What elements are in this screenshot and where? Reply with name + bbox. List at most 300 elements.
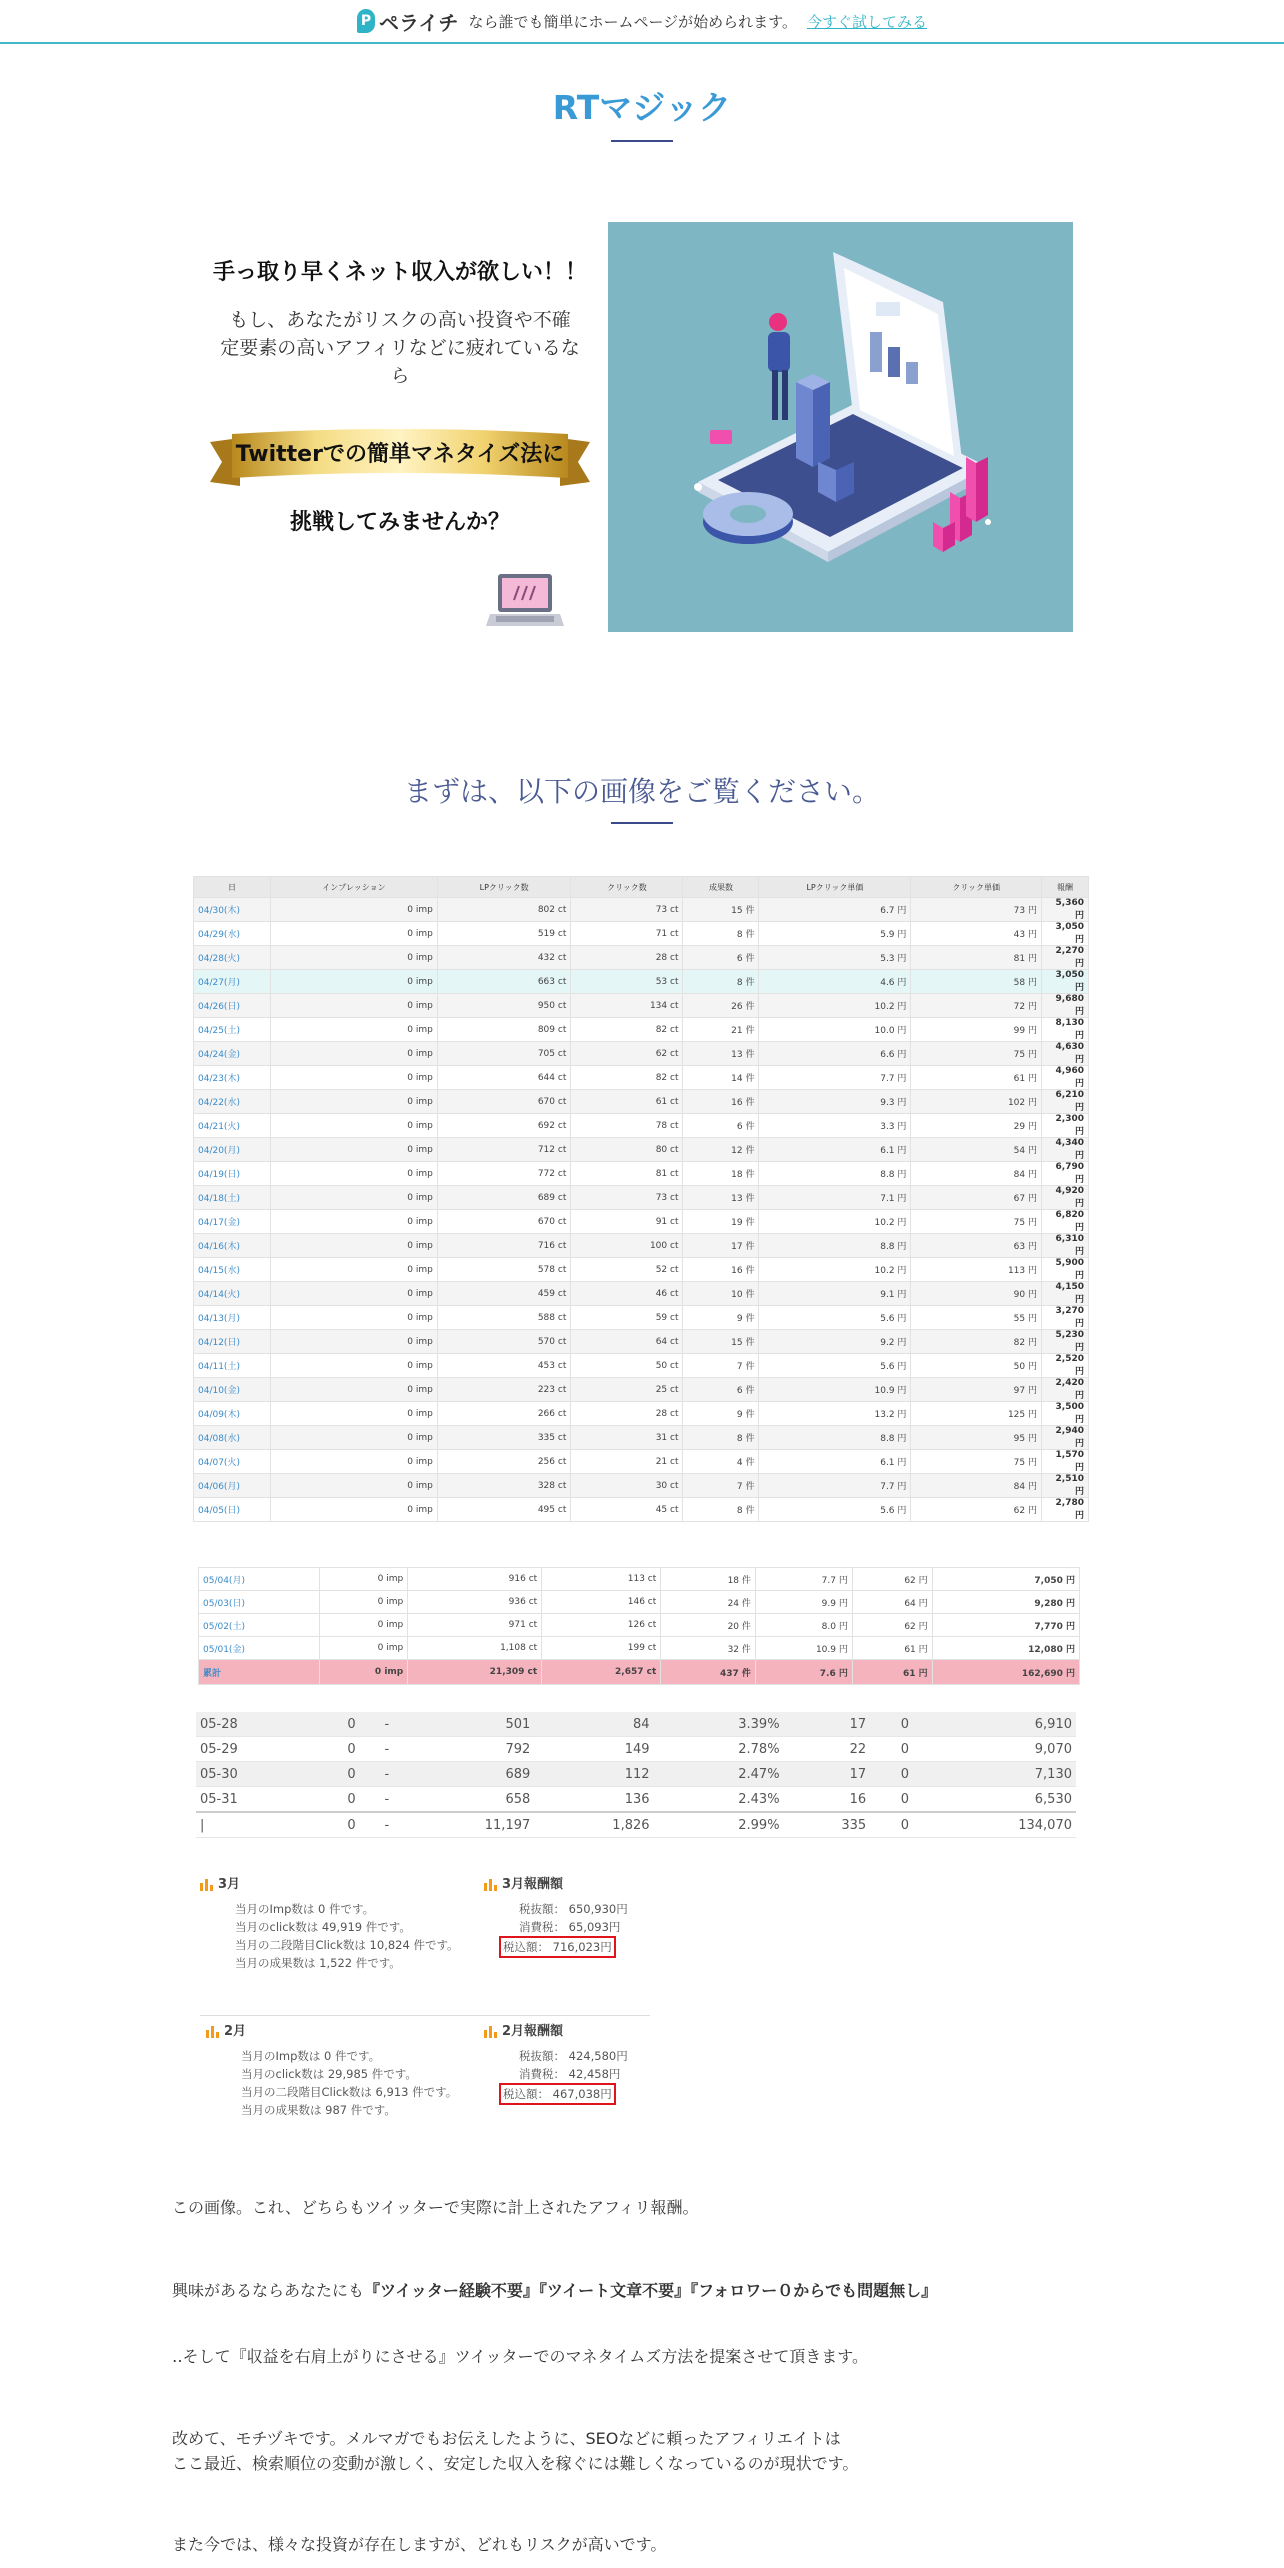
p2-prefix: 興味があるならあなたにも	[172, 2281, 365, 2300]
table-cell: 916 ct	[408, 1568, 542, 1591]
table-cell: 716 ct	[437, 1234, 571, 1258]
table-cell: 0	[317, 1712, 360, 1737]
table-cell: 335 ct	[437, 1426, 571, 1450]
table-cell: 12,080 円	[932, 1637, 1079, 1660]
table-cell: 459 ct	[437, 1282, 571, 1306]
table-cell[interactable]: 05-28	[196, 1712, 317, 1737]
table-cell: -	[360, 1712, 394, 1737]
table-cell: 0 imp	[271, 1234, 438, 1258]
table-cell: 28 ct	[571, 946, 683, 970]
table-cell[interactable]: 05-29	[196, 1737, 317, 1762]
table-cell[interactable]: 05/02(土)	[199, 1614, 320, 1637]
table-cell: 501	[393, 1712, 534, 1737]
table-cell: 64 円	[852, 1591, 932, 1614]
table-cell: 61 円	[911, 1066, 1042, 1090]
table-cell: 6 件	[683, 1114, 759, 1138]
table-cell[interactable]: 04/24(金)	[194, 1042, 271, 1066]
table-cell: 256 ct	[437, 1450, 571, 1474]
table-cell: 91 ct	[571, 1210, 683, 1234]
hero-heading: 手っ取り早くネット収入が欲しい！！	[212, 260, 587, 285]
table-cell: 0	[870, 1737, 913, 1762]
table-cell: 8 件	[683, 922, 759, 946]
table-cell: 971 ct	[408, 1614, 542, 1637]
table-cell: 578 ct	[437, 1258, 571, 1282]
total-row	[199, 1660, 1080, 1685]
body-paragraph-3: ‥そして『収益を右肩上がりにさせる』ツイッターでのマネタイムズ方法を提案させて頂きます。	[172, 2347, 868, 2366]
col-lp-clicks: LPクリック数	[437, 877, 571, 898]
march-line: 当月の二段階目Click数は 10,824 件です。	[235, 1938, 459, 1952]
table-cell: 64 ct	[571, 1330, 683, 1354]
table-cell: 9 件	[683, 1306, 759, 1330]
feb-heading-label: 2月	[224, 2024, 247, 2039]
table-row	[194, 1474, 1089, 1498]
table-cell: 30 ct	[571, 1474, 683, 1498]
table-cell[interactable]: 04/11(土)	[194, 1354, 271, 1378]
p2-emphasis: 『ツイッター経験不要』『ツイート文章不要』『フォロワー０からでも問題無し』	[364, 2281, 938, 2300]
table-cell: 495 ct	[437, 1498, 571, 1522]
bar-chart-icon	[200, 1879, 214, 1891]
table-cell: 10 件	[683, 1282, 759, 1306]
table-cell: 570 ct	[437, 1330, 571, 1354]
table-cell: 15 件	[683, 1330, 759, 1354]
total-cell: 437 件	[661, 1660, 756, 1685]
table-cell: 17 件	[683, 1234, 759, 1258]
col-impressions: インプレッション	[271, 877, 438, 898]
total-cell: 21,309 ct	[408, 1660, 542, 1685]
sum-cell: 0	[317, 1812, 360, 1838]
table-cell: 17	[784, 1762, 871, 1787]
table-cell: 50 ct	[571, 1354, 683, 1378]
table-cell: 2,510 円	[1042, 1474, 1089, 1498]
table-cell[interactable]: 04/30(木)	[194, 898, 271, 922]
col-clicks: クリック数	[571, 877, 683, 898]
table-cell[interactable]: 04/21(火)	[194, 1114, 271, 1138]
table-cell: 21 ct	[571, 1450, 683, 1474]
table-cell: 1,570 円	[1042, 1450, 1089, 1474]
table-cell: 4 件	[683, 1450, 759, 1474]
feb-reward	[484, 2023, 628, 2105]
table-cell: 0 imp	[271, 1450, 438, 1474]
table-cell: 10.2 円	[759, 1210, 911, 1234]
body-paragraph-1: この画像。これ、どちらもツイッターで実際に計上されたアフィリ報酬。	[172, 2198, 699, 2217]
table-cell: 2.43%	[654, 1787, 784, 1813]
total-cell: 7.6 円	[755, 1660, 852, 1685]
table-cell[interactable]: 04/23(木)	[194, 1066, 271, 1090]
table-cell: 792	[393, 1737, 534, 1762]
table-cell: 4,340 円	[1042, 1138, 1089, 1162]
table-cell: 78 ct	[571, 1114, 683, 1138]
table-cell: 13 件	[683, 1042, 759, 1066]
table-cell: 149	[534, 1737, 653, 1762]
table-cell: 7.7 円	[759, 1066, 911, 1090]
table-cell: 0 imp	[271, 1474, 438, 1498]
table-cell[interactable]: 04/10(金)	[194, 1378, 271, 1402]
table-cell: 14 件	[683, 1066, 759, 1090]
table-cell: 0 imp	[271, 946, 438, 970]
table-cell: 82 円	[911, 1330, 1042, 1354]
col-conversions: 成果数	[683, 877, 759, 898]
table-cell: 6 件	[683, 1378, 759, 1402]
table-cell: 10.2 円	[759, 1258, 911, 1282]
table-cell: 2,270 円	[1042, 946, 1089, 970]
feb-heading	[206, 2023, 457, 2041]
table-cell: -	[360, 1787, 394, 1813]
table-row	[196, 1737, 1076, 1762]
table-cell: 588 ct	[437, 1306, 571, 1330]
table-cell: 519 ct	[437, 922, 571, 946]
table-cell: 5.6 円	[759, 1498, 911, 1522]
table-cell: 6.6 円	[759, 1042, 911, 1066]
table-cell: 67 円	[911, 1186, 1042, 1210]
table-cell: 63 円	[911, 1234, 1042, 1258]
feb-pre-tax: 税抜額： 424,580円	[519, 2049, 628, 2063]
logo-text: ペライチ	[379, 10, 459, 35]
table-cell: 0 imp	[271, 1330, 438, 1354]
peraichi-logo-icon: P	[357, 9, 375, 33]
feb-reward-heading-label: 2月報酬額	[502, 2024, 564, 2039]
table-cell: 84	[534, 1712, 653, 1737]
total-cell: 0 imp	[319, 1660, 407, 1685]
table-cell: 52 ct	[571, 1258, 683, 1282]
title-divider	[611, 140, 673, 142]
table-row	[194, 1162, 1089, 1186]
table-cell: 8.0 円	[755, 1614, 852, 1637]
table-cell: 2,300 円	[1042, 1114, 1089, 1138]
table-row	[194, 1354, 1089, 1378]
table-cell[interactable]: 04/06(月)	[194, 1474, 271, 1498]
table-cell: 0 imp	[271, 1210, 438, 1234]
table-cell: 10.9 円	[759, 1378, 911, 1402]
table-cell: 809 ct	[437, 1018, 571, 1042]
try-now-link[interactable]: 今すぐ試してみる	[806, 12, 927, 31]
march-tax: 消費税： 65,093円	[519, 1920, 621, 1934]
table-row	[194, 1186, 1089, 1210]
table-cell: 0 imp	[271, 994, 438, 1018]
table-row	[194, 1282, 1089, 1306]
table-cell: 54 円	[911, 1138, 1042, 1162]
table-cell: 59 ct	[571, 1306, 683, 1330]
table-cell: 0 imp	[271, 1138, 438, 1162]
table-cell: 2,520 円	[1042, 1354, 1089, 1378]
table-cell: 689	[393, 1762, 534, 1787]
feb-line: 当月の成果数は 987 件です。	[241, 2103, 396, 2117]
table-cell: 55 円	[911, 1306, 1042, 1330]
col-cpc: クリック単価	[911, 877, 1042, 898]
table-cell: 7.1 円	[759, 1186, 911, 1210]
sum-cell: 1,826	[534, 1812, 653, 1838]
p4-line: ここ最近、検索順位の変動が激しく、安定した収入を稼ぐには難しくなっているのが現状です。	[172, 2454, 859, 2473]
table-cell[interactable]: 04/07(火)	[194, 1450, 271, 1474]
table-row	[194, 1378, 1089, 1402]
hero-illustration	[608, 222, 1073, 632]
march-stats	[200, 1876, 459, 1972]
table-cell: 95 円	[911, 1426, 1042, 1450]
table-cell: 13.2 円	[759, 1402, 911, 1426]
table-row	[194, 1042, 1089, 1066]
table-cell[interactable]: 04/17(金)	[194, 1210, 271, 1234]
table-row	[199, 1568, 1080, 1591]
table-cell: 82 ct	[571, 1018, 683, 1042]
body-paragraph-5: また今では、様々な投資が存在しますが、どれもリスクが高いです。	[172, 2535, 667, 2554]
sum-cell: 0	[870, 1812, 913, 1838]
table-cell: 9.2 円	[759, 1330, 911, 1354]
table-cell: 113 円	[911, 1258, 1042, 1282]
analytics-illustration-icon	[608, 222, 1073, 632]
table-cell: 17	[784, 1712, 871, 1737]
table-cell: 0 imp	[271, 1426, 438, 1450]
table-row	[194, 1066, 1089, 1090]
table-cell: 670 ct	[437, 1210, 571, 1234]
table-row	[194, 970, 1089, 994]
table-cell: 62 円	[911, 1498, 1042, 1522]
table-cell[interactable]: 04/26(日)	[194, 994, 271, 1018]
table-cell[interactable]: 04/08(水)	[194, 1426, 271, 1450]
table-row	[199, 1614, 1080, 1637]
table-cell: 5,230 円	[1042, 1330, 1089, 1354]
table-cell[interactable]: 04/13(月)	[194, 1306, 271, 1330]
table-row	[199, 1637, 1080, 1660]
col-lp-cpc: LPクリック単価	[759, 877, 911, 898]
table-cell: 84 円	[911, 1474, 1042, 1498]
section-title: まずは、以下の画像をご覧ください。	[403, 775, 880, 808]
table-cell: 0 imp	[271, 1114, 438, 1138]
table-cell: 0 imp	[271, 970, 438, 994]
table-cell: 7,770 円	[932, 1614, 1079, 1637]
table-cell: 0 imp	[271, 1018, 438, 1042]
total-cell: 累計	[199, 1660, 320, 1685]
table-cell: 13 件	[683, 1186, 759, 1210]
table-cell: 73 円	[911, 898, 1042, 922]
table-row	[194, 1090, 1089, 1114]
table-cell[interactable]: 04/27(月)	[194, 970, 271, 994]
table-cell: 99 円	[911, 1018, 1042, 1042]
table-cell: 6.7 円	[759, 898, 911, 922]
promo-bar	[0, 0, 1284, 44]
table-cell: 4,630 円	[1042, 1042, 1089, 1066]
table-cell: 9.9 円	[755, 1591, 852, 1614]
table-cell: 75 円	[911, 1210, 1042, 1234]
table-cell: 72 円	[911, 994, 1042, 1018]
table-cell: 102 円	[911, 1090, 1042, 1114]
march-line: 当月のclick数は 49,919 件です。	[235, 1920, 411, 1934]
table-cell: 7 件	[683, 1474, 759, 1498]
daily-summary-table	[196, 1712, 1076, 1838]
sum-cell: 2.99%	[654, 1812, 784, 1838]
table-cell: 3,050 円	[1042, 970, 1089, 994]
table-cell[interactable]: 05-30	[196, 1762, 317, 1787]
table-cell: 62 ct	[571, 1042, 683, 1066]
table-cell: 5,900 円	[1042, 1258, 1089, 1282]
table-cell: 28 ct	[571, 1402, 683, 1426]
table-cell: -	[360, 1762, 394, 1787]
table-cell: 2,940 円	[1042, 1426, 1089, 1450]
table-row	[194, 1018, 1089, 1042]
table-cell: 266 ct	[437, 1402, 571, 1426]
table-row	[194, 994, 1089, 1018]
bar-chart-icon	[484, 2026, 498, 2038]
table-cell: 71 ct	[571, 922, 683, 946]
peraichi-logo[interactable]	[357, 7, 458, 36]
table-cell: 10.9 円	[755, 1637, 852, 1660]
table-cell: 113 ct	[542, 1568, 661, 1591]
sum-cell: 335	[784, 1812, 871, 1838]
table-cell: 0 imp	[271, 1378, 438, 1402]
table-cell: 16 件	[683, 1258, 759, 1282]
table-row	[194, 1330, 1089, 1354]
table-cell: 31 ct	[571, 1426, 683, 1450]
table-cell: 0 imp	[271, 1258, 438, 1282]
table-cell[interactable]: 05/04(月)	[199, 1568, 320, 1591]
table-cell: 432 ct	[437, 946, 571, 970]
table-cell: 3.3 円	[759, 1114, 911, 1138]
feb-reward-heading	[484, 2023, 628, 2041]
table-cell: 199 ct	[542, 1637, 661, 1660]
april-stats-table	[193, 876, 1089, 1522]
laptop-icon	[486, 570, 564, 632]
table-cell: 21 件	[683, 1018, 759, 1042]
table-cell[interactable]: 05-31	[196, 1787, 317, 1813]
table-cell: 0 imp	[271, 1162, 438, 1186]
march-pre-tax: 税抜額： 650,930円	[519, 1902, 628, 1916]
sum-cell: 134,070	[913, 1812, 1076, 1838]
table-cell: 0 imp	[319, 1637, 407, 1660]
table-cell: 45 ct	[571, 1498, 683, 1522]
table-row	[194, 1402, 1089, 1426]
table-cell: 2.47%	[654, 1762, 784, 1787]
table-cell: 8.8 円	[759, 1426, 911, 1450]
table-cell: 0 imp	[271, 1186, 438, 1210]
table-cell[interactable]: 04/28(火)	[194, 946, 271, 970]
table-cell: 5.3 円	[759, 946, 911, 970]
table-cell: 5.9 円	[759, 922, 911, 946]
table-cell: 692 ct	[437, 1114, 571, 1138]
table-cell[interactable]: 05/01(金)	[199, 1637, 320, 1660]
table-cell: 4.6 円	[759, 970, 911, 994]
feb-total-highlight: 税込額： 467,038円	[499, 2083, 616, 2105]
march-heading-label: 3月	[218, 1877, 241, 1892]
table-cell: 328 ct	[437, 1474, 571, 1498]
table-cell: -	[360, 1737, 394, 1762]
table-cell: 12 件	[683, 1138, 759, 1162]
table-cell: 7,050 円	[932, 1568, 1079, 1591]
table-cell: 6.1 円	[759, 1450, 911, 1474]
march-reward-heading-label: 3月報酬額	[502, 1877, 564, 1892]
table-cell: 0 imp	[271, 1090, 438, 1114]
table-cell: 4,150 円	[1042, 1282, 1089, 1306]
table-cell: 689 ct	[437, 1186, 571, 1210]
feb-stats	[206, 2023, 457, 2119]
table-cell: 658	[393, 1787, 534, 1813]
table-row	[194, 898, 1089, 922]
feb-line: 当月のclick数は 29,985 件です。	[241, 2067, 417, 2081]
table-cell: 0 imp	[271, 1042, 438, 1066]
table-cell[interactable]: 04/15(水)	[194, 1258, 271, 1282]
table-cell: 112	[534, 1762, 653, 1787]
march-line: 当月のImp数は 0 件です。	[235, 1902, 375, 1916]
table-row	[194, 922, 1089, 946]
table-cell: 7,130	[913, 1762, 1076, 1787]
table-cell: 24 件	[661, 1591, 756, 1614]
table-cell[interactable]: 04/09(木)	[194, 1402, 271, 1426]
table-cell[interactable]: 04/05(日)	[194, 1498, 271, 1522]
table-cell[interactable]: 05/03(日)	[199, 1591, 320, 1614]
table-cell: 0	[317, 1787, 360, 1813]
table-cell: 223 ct	[437, 1378, 571, 1402]
table-cell: 0 imp	[271, 898, 438, 922]
table-cell: 6,210 円	[1042, 1090, 1089, 1114]
body-paragraph-2	[172, 2278, 937, 2303]
table-cell: 46 ct	[571, 1282, 683, 1306]
may-stats-table	[198, 1567, 1080, 1685]
table-cell: 8 件	[683, 1498, 759, 1522]
table-cell[interactable]: 04/16(木)	[194, 1234, 271, 1258]
march-reward-heading	[484, 1876, 628, 1894]
table-cell: 6,530	[913, 1787, 1076, 1813]
table-cell: 5,360 円	[1042, 898, 1089, 922]
table-cell: 43 円	[911, 922, 1042, 946]
col-date: 日	[194, 877, 271, 898]
table-cell: 18 件	[683, 1162, 759, 1186]
table-cell: 663 ct	[437, 970, 571, 994]
table-cell: 61 円	[852, 1637, 932, 1660]
table-cell: 100 ct	[571, 1234, 683, 1258]
table-cell: 50 円	[911, 1354, 1042, 1378]
table-cell: 6,310 円	[1042, 1234, 1089, 1258]
table-cell: 8 件	[683, 1426, 759, 1450]
table-cell: 0 imp	[271, 1306, 438, 1330]
table-cell: 81 円	[911, 946, 1042, 970]
hero-text	[200, 255, 600, 390]
table-cell: 126 ct	[542, 1614, 661, 1637]
table-cell: 26 件	[683, 994, 759, 1018]
table-cell: 6 件	[683, 946, 759, 970]
hero-paragraph: もし、あなたがリスクの高い投資や不確定要素の高いアフィリなどに疲れているなら	[220, 309, 580, 387]
table-cell[interactable]: 04/19(日)	[194, 1162, 271, 1186]
table-cell: 9,070	[913, 1737, 1076, 1762]
table-cell: 7.7 円	[759, 1474, 911, 1498]
table-row	[196, 1787, 1076, 1813]
table-cell[interactable]: 04/29(水)	[194, 922, 271, 946]
feb-line: 当月のImp数は 0 件です。	[241, 2049, 381, 2063]
total-cell: 61 円	[852, 1660, 932, 1685]
table-cell: 644 ct	[437, 1066, 571, 1090]
sum-row	[196, 1812, 1076, 1838]
ribbon-text: Twitterでの簡単マネタイズ法に	[235, 442, 565, 467]
p4-line: 改めて、モチヅキです。メルマガでもお伝えしたように、SEOなどに頼ったアフィリエイトは	[172, 2429, 841, 2448]
table-cell[interactable]: 04/25(土)	[194, 1018, 271, 1042]
table-cell: 4,920 円	[1042, 1186, 1089, 1210]
promo-message: なら誰でも簡単にホームページが始められます。	[468, 12, 797, 31]
table-cell: 80 ct	[571, 1138, 683, 1162]
table-cell: 2.78%	[654, 1737, 784, 1762]
table-cell: 2,420 円	[1042, 1378, 1089, 1402]
table-cell[interactable]: 04/20(月)	[194, 1138, 271, 1162]
section-divider	[611, 822, 673, 824]
total-cell: 2,657 ct	[542, 1660, 661, 1685]
table-cell[interactable]: 04/14(火)	[194, 1282, 271, 1306]
table-cell: 0 imp	[319, 1568, 407, 1591]
feb-line: 当月の二段階目Click数は 6,913 件です。	[241, 2085, 458, 2099]
table-cell: 3,270 円	[1042, 1306, 1089, 1330]
table-cell[interactable]: 04/18(土)	[194, 1186, 271, 1210]
march-line: 当月の成果数は 1,522 件です。	[235, 1956, 401, 1970]
table-cell: 134 ct	[571, 994, 683, 1018]
sum-cell: |	[196, 1812, 317, 1838]
table-cell: 0 imp	[271, 1354, 438, 1378]
table-cell[interactable]: 04/22(水)	[194, 1090, 271, 1114]
table-cell[interactable]: 04/12(日)	[194, 1330, 271, 1354]
table-cell: 10.0 円	[759, 1018, 911, 1042]
